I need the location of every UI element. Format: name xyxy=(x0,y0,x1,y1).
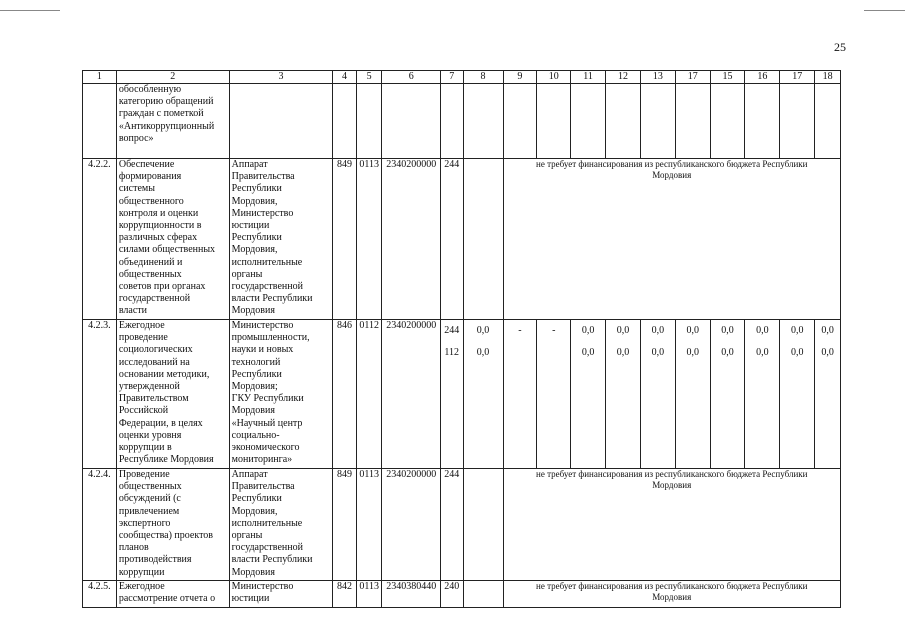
value-cell xyxy=(463,159,503,320)
column-number: 1 xyxy=(83,71,117,84)
column-number: 7 xyxy=(440,71,463,84)
value-cell: - xyxy=(503,320,537,469)
value-cell: 0,0 0,0 xyxy=(675,320,710,469)
funding-note: не требует финансирования из республиканского бюджета Республики Мордовия xyxy=(503,469,841,581)
measure-name: обособленную категорию обращений граждан с пометкой «Антикоррупционный вопрос» xyxy=(116,84,229,159)
value-cell: 0,0 0,0 xyxy=(815,320,841,469)
value-cell xyxy=(463,84,503,159)
measure-executor: Министерство промышленности, науки и новых технологий Республики Мордовия; ГКУ Республики Мордовия «Научный центр социально- экономического мониторинга» xyxy=(229,320,333,469)
column-number: 6 xyxy=(382,71,440,84)
expense-type-code: 244 xyxy=(440,469,463,581)
measure-number: 4.2.4. xyxy=(83,469,117,581)
table-row xyxy=(83,581,841,608)
column-number: 17 xyxy=(780,71,815,84)
value-cell xyxy=(463,581,503,608)
page-number: 25 xyxy=(834,40,846,54)
target-article-code: 2340200000 xyxy=(382,320,440,469)
column-number: 4 xyxy=(333,71,357,84)
budget-code-cell xyxy=(440,84,463,159)
value-cell: 0,0 0,0 xyxy=(710,320,745,469)
table-row xyxy=(83,469,841,581)
value-cell xyxy=(710,84,745,159)
column-number: 17 xyxy=(675,71,710,84)
column-number: 9 xyxy=(503,71,537,84)
expense-type-code: 244 xyxy=(440,159,463,320)
expense-type-code: 244 112 xyxy=(440,320,463,469)
value-cell xyxy=(503,84,537,159)
value-cell xyxy=(640,84,675,159)
measure-number: 4.2.2. xyxy=(83,159,117,320)
table-row xyxy=(83,84,841,159)
value-cell xyxy=(571,84,606,159)
funding-note: не требует финансирования из республиканского бюджета Республики Мордовия xyxy=(503,581,841,608)
column-number: 10 xyxy=(537,71,571,84)
value-cell xyxy=(815,84,841,159)
column-number: 2 xyxy=(116,71,229,84)
target-article-code: 2340200000 xyxy=(382,469,440,581)
value-cell xyxy=(463,469,503,581)
value-cell: - xyxy=(537,320,571,469)
measure-executor: Аппарат Правительства Республики Мордовия, исполнительные органы государственной власти Республики Мордовия xyxy=(229,469,333,581)
column-number: 11 xyxy=(571,71,606,84)
scan-edge-mark xyxy=(0,10,60,11)
expense-type-code: 240 xyxy=(440,581,463,608)
section-code: 0113 xyxy=(356,581,382,608)
measures-table xyxy=(82,70,841,608)
value-cell: 0,0 0,0 xyxy=(571,320,606,469)
scan-edge-mark xyxy=(864,10,905,11)
measure-name: Проведение общественных обсуждений (с привлечением экспертного сообщества) проектов планов противодействия коррупции xyxy=(116,469,229,581)
budget-code-cell xyxy=(333,84,357,159)
value-cell xyxy=(745,84,780,159)
target-article-code: 2340380440 xyxy=(382,581,440,608)
ministry-code: 849 xyxy=(333,159,357,320)
measure-name: Ежегодное рассмотрение отчета о xyxy=(116,581,229,608)
table-row xyxy=(83,159,841,320)
measure-name: Ежегодное проведение социологических исследований на основании методики, утвержденной Правительством Российской Федерации, в целях оценки уровня коррупции в Республике Мордовия xyxy=(116,320,229,469)
measure-name: Обеспечение формирования системы общественного контроля и оценки коррупционности в различных сферах силами общественных объединений и общественных советов при органах государственной власти xyxy=(116,159,229,320)
column-number: 8 xyxy=(463,71,503,84)
measure-number: 4.2.5. xyxy=(83,581,117,608)
value-cell: 0,0 0,0 xyxy=(463,320,503,469)
section-code: 0113 xyxy=(356,469,382,581)
value-cell: 0,0 0,0 xyxy=(780,320,815,469)
measure-executor: Министерство юстиции xyxy=(229,581,333,608)
budget-code-cell xyxy=(356,84,382,159)
column-number: 18 xyxy=(815,71,841,84)
column-number: 15 xyxy=(710,71,745,84)
measure-number: 4.2.3. xyxy=(83,320,117,469)
measure-number xyxy=(83,84,117,159)
ministry-code: 846 xyxy=(333,320,357,469)
measure-executor xyxy=(229,84,333,159)
value-cell xyxy=(780,84,815,159)
column-number: 5 xyxy=(356,71,382,84)
value-cell: 0,0 0,0 xyxy=(640,320,675,469)
funding-note: не требует финансирования из республиканского бюджета Республики Мордовия xyxy=(503,159,841,320)
column-number: 12 xyxy=(606,71,641,84)
measure-executor: Аппарат Правительства Республики Мордовия, Министерство юстиции Республики Мордовия, исполнительные органы государственной власти Республики Мордовия xyxy=(229,159,333,320)
ministry-code: 842 xyxy=(333,581,357,608)
column-number-row xyxy=(83,71,841,84)
value-cell xyxy=(537,84,571,159)
value-cell xyxy=(675,84,710,159)
budget-code-cell xyxy=(382,84,440,159)
section-code: 0113 xyxy=(356,159,382,320)
table-row xyxy=(83,320,841,469)
ministry-code: 849 xyxy=(333,469,357,581)
section-code: 0112 xyxy=(356,320,382,469)
column-number: 13 xyxy=(640,71,675,84)
value-cell: 0,0 0,0 xyxy=(745,320,780,469)
value-cell xyxy=(606,84,641,159)
target-article-code: 2340200000 xyxy=(382,159,440,320)
value-cell: 0,0 0,0 xyxy=(606,320,641,469)
column-number: 3 xyxy=(229,71,333,84)
column-number: 16 xyxy=(745,71,780,84)
